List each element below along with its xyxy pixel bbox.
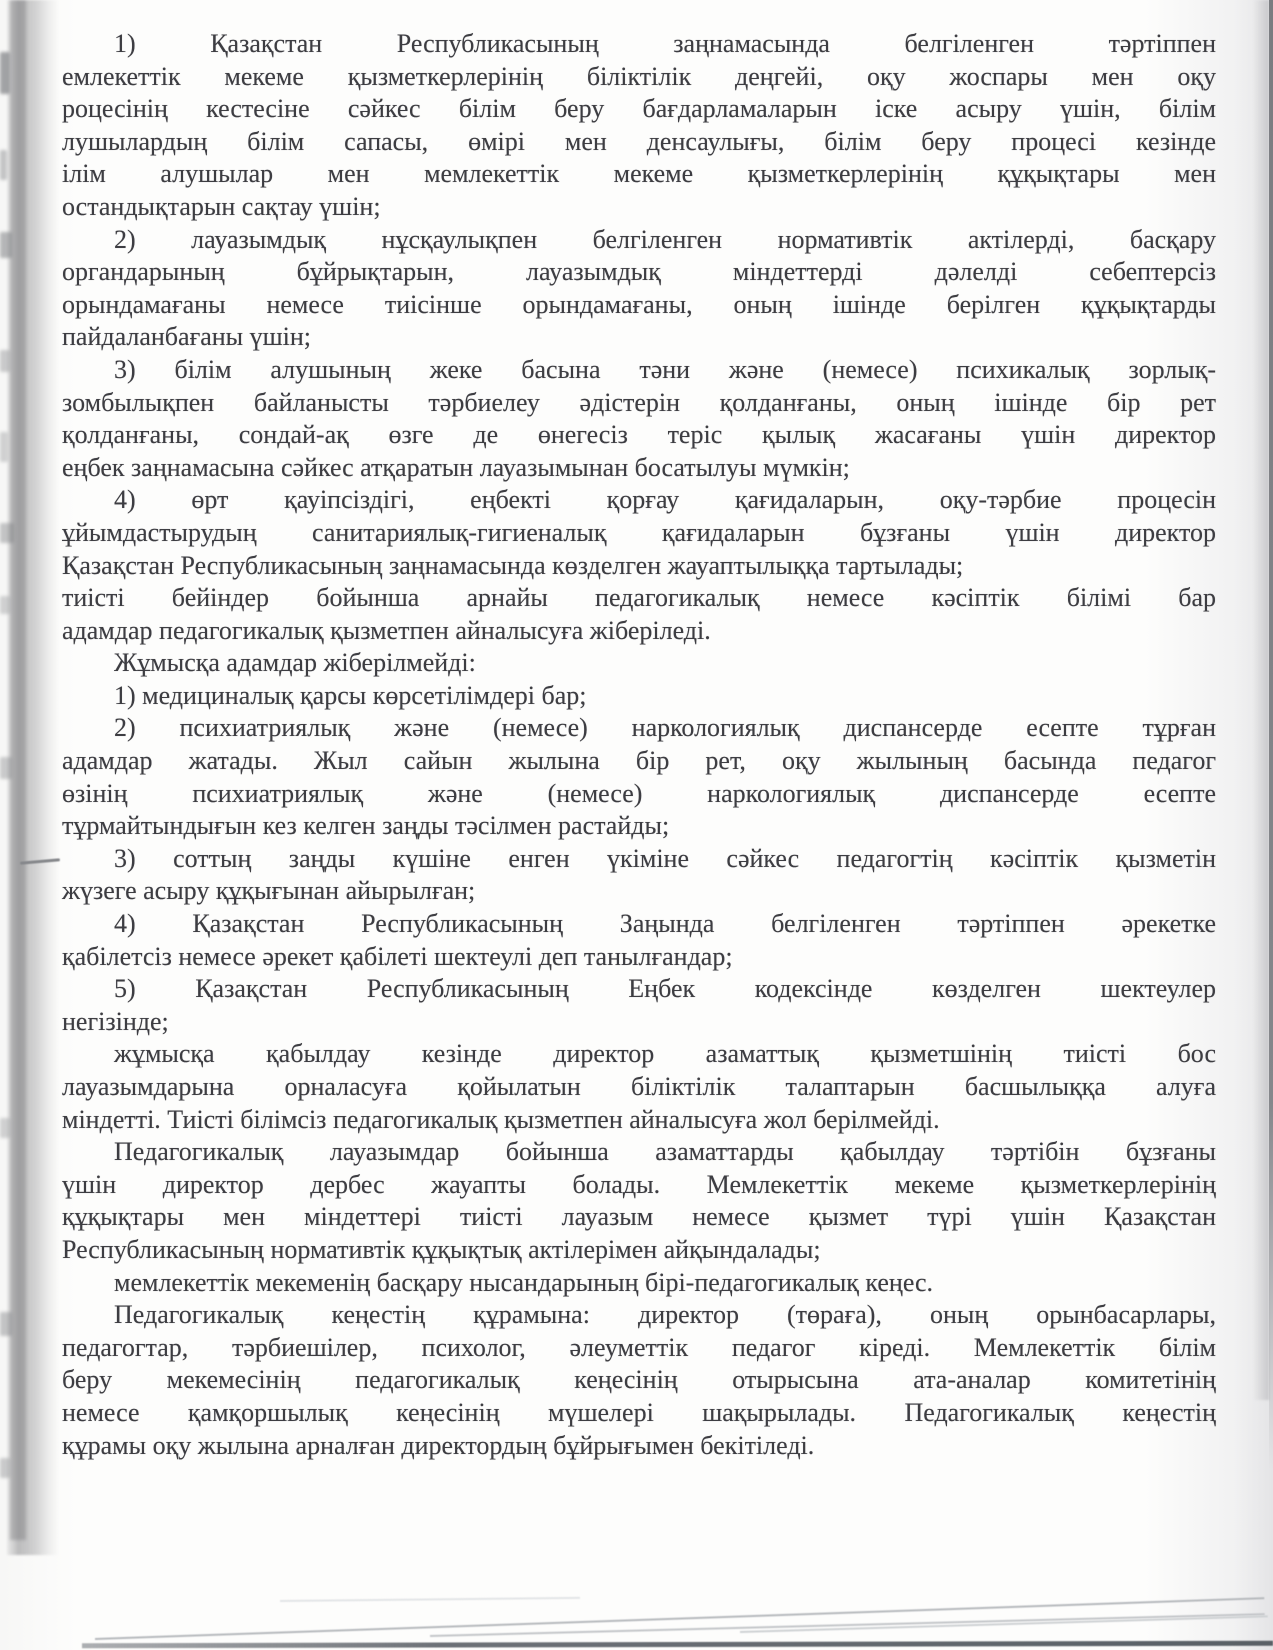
paragraph [62,1136,1216,1266]
text-line: еңбек заңнамасына сәйкес атқаратын лауазымынан босатылуы мүмкін; [62,452,850,482]
page-curl-line [280,1597,580,1602]
text-line: қабілетсіз немесе әрекет қабілеті шектеулі деп танылғандар; [62,941,733,971]
text-line: 4) Қазақстан Республикасының Заңында белгіленген тәртіппен әрекетке [114,909,1216,939]
scan-smudge [0,1312,12,1336]
paragraph [62,680,1216,713]
text-line: лауазымдарына орналасуға қойылатын біліктілік талаптарын басшылыққа алуға [62,1072,1216,1101]
text-block [62,28,1216,1462]
text-line: қолданғаны, сондай-ақ өзге де өнегесіз теріс қылық жасағаны үшін директор [62,420,1216,450]
paragraph [62,712,1216,842]
text-line: 2) психиатриялық және (немесе) наркологиялық диспансерде есепте тұрған [114,713,1216,743]
text-line: 3) соттың заңды күшіне енген үкіміне сәйкес педагогтің кәсіптік қызметін [114,843,1216,873]
text-line: пайдаланбағаны үшін; [62,322,312,352]
paragraph [62,582,1216,647]
text-line: жүзеге асыру құқығынан айырылған; [62,876,476,906]
text-line: Жұмысқа адамдар жіберілмейді: [114,648,476,678]
scan-smudge [0,432,8,462]
text-line: құқықтары мен міндеттері тиісті лауазым немесе қызмет түрі үшін Қазақстан [62,1202,1216,1232]
paragraph [62,973,1216,1038]
text-line: емлекеттік мекеме қызметкерлерінің біліктілік деңгейі, оқу жоспары мен оқу [62,61,1216,91]
text-line: жұмысқа қабылдау кезінде директор азаматтық қызметшінің тиісті бос [114,1039,1216,1069]
scan-bottom-edge [82,1641,1273,1648]
scan-smudge [0,1118,10,1138]
paragraph [62,484,1216,582]
text-line: ұйымдастырудың санитариялық-гигиеналық қағидаларын бұзғаны үшін директор [62,517,1216,547]
scan-edge-right-shadow [1253,0,1269,1400]
text-line: адамдар педагогикалық қызметпен айналысуға жіберіледі. [62,615,711,645]
text-line: адамдар жатады. Жыл сайын жылына бір рет, оқу жылының басында педагог [62,746,1216,776]
scan-smudge [0,232,12,258]
text-line: мемлекеттік мекеменің басқару нысандарының бірі-педагогикалық кеңес. [114,1267,934,1297]
text-line: остандықтарын сақтау үшін; [62,191,381,221]
text-line: тұрмайтындығын кез келген заңды тәсілмен растайды; [62,811,670,841]
text-line: беру мекемесінің педагогикалық кеңесінің отырысына ата-аналар комитетінің [62,1365,1216,1395]
text-line: педагогтар, тәрбиешілер, психолог, әлеуметтік педагог кіреді. Мемлекеттік білім [62,1332,1216,1362]
text-line: зомбылықпен байланысты тәрбиелеу әдістерін қолданғаны, оның ішінде бір рет [62,387,1216,417]
text-line: 1) медициналық қарсы көрсетілімдері бар; [114,680,587,710]
paragraph [62,908,1216,973]
text-line: негізінде; [62,1006,169,1036]
text-line: 5) Қазақстан Республикасының Еңбек кодексінде көзделген шектеулер [114,974,1216,1004]
paragraph [62,224,1216,354]
scan-shadow-left-core [10,0,26,1540]
text-line: немесе қамқоршылық кеңесінің мүшелері шақырылады. Педагогикалық кеңестің [62,1397,1216,1427]
text-line: Педагогикалық кеңестің құрамына: директор (төраға), оның орынбасарлары, [114,1300,1216,1330]
scan-smudge [0,350,10,372]
text-line: ілім алушылар мен мемлекеттік мекеме қызметкерлерінің құқықтары мен [62,159,1216,189]
paragraph [62,647,1216,680]
text-line: 2) лауазымдық нұсқаулықпен белгіленген нормативтік актілерді, басқару [114,224,1216,254]
scan-smudge [0,150,7,180]
text-line: Педагогикалық лауазымдар бойынша азаматтарды қабылдау тәртібін бұзғаны [114,1137,1216,1167]
text-line: үшін директор дербес жауапты болады. Мемлекеттік мекеме қызметкерлерінің [62,1169,1216,1199]
scan-edge-right [1269,0,1273,1470]
text-line: 4) өрт қауіпсіздігі, еңбекті қорғау қағидаларын, оқу-тәрбие процесін [114,485,1216,515]
text-line: роцесінің кестесіне сәйкес білім беру бағдарламаларын іске асыру үшін, білім [62,94,1216,124]
scan-smudge [0,523,14,543]
text-line: міндетті. Тиісті білімсіз педагогикалық қызметпен айналысуға жол берілмейді. [62,1104,940,1134]
text-line: органдарының бұйрықтарын, лауазымдық міндеттерді дәлелді себептерсіз [62,257,1216,287]
page-curl-line [430,1613,1265,1637]
text-line: лушылардың білім сапасы, өмірі мен денсаулығы, білім беру процесі кезінде [62,126,1216,156]
paragraph [62,1038,1216,1136]
text-line: Республикасының нормативтік құқықтық актілерімен айқындалады; [62,1234,821,1264]
text-line: құрамы оқу жылына арналған директордың бұйрығымен бекітіледі. [62,1430,815,1460]
text-line: 3) білім алушының жеке басына тәни және (немесе) психикалық зорлық- [114,354,1216,384]
scan-smudge [0,1458,10,1478]
paragraph [62,1299,1216,1462]
scan-smudge [0,757,12,779]
text-line: өзінің психиатриялық және (немесе) наркологиялық диспансерде есепте [62,778,1216,808]
paragraph [62,28,1216,224]
text-line: 1) Қазақстан Республикасының заңнамасында белгіленген тәртіппен [114,29,1216,58]
paragraph [62,1267,1216,1300]
scan-smudge [0,596,10,614]
text-line: тиісті бейіндер бойынша арнайы педагогикалық немесе кәсіптік білімі бар [62,583,1216,613]
scan-smudge [0,52,10,94]
paragraph [62,843,1216,908]
text-line: орындамағаны немесе тиісінше орындамағаны, оның ішінде берілген құқықтарды [62,289,1216,319]
paragraph [62,354,1216,484]
text-line: Қазақстан Республикасының заңнамасында көзделген жауаптылыққа тартылады; [62,550,964,580]
